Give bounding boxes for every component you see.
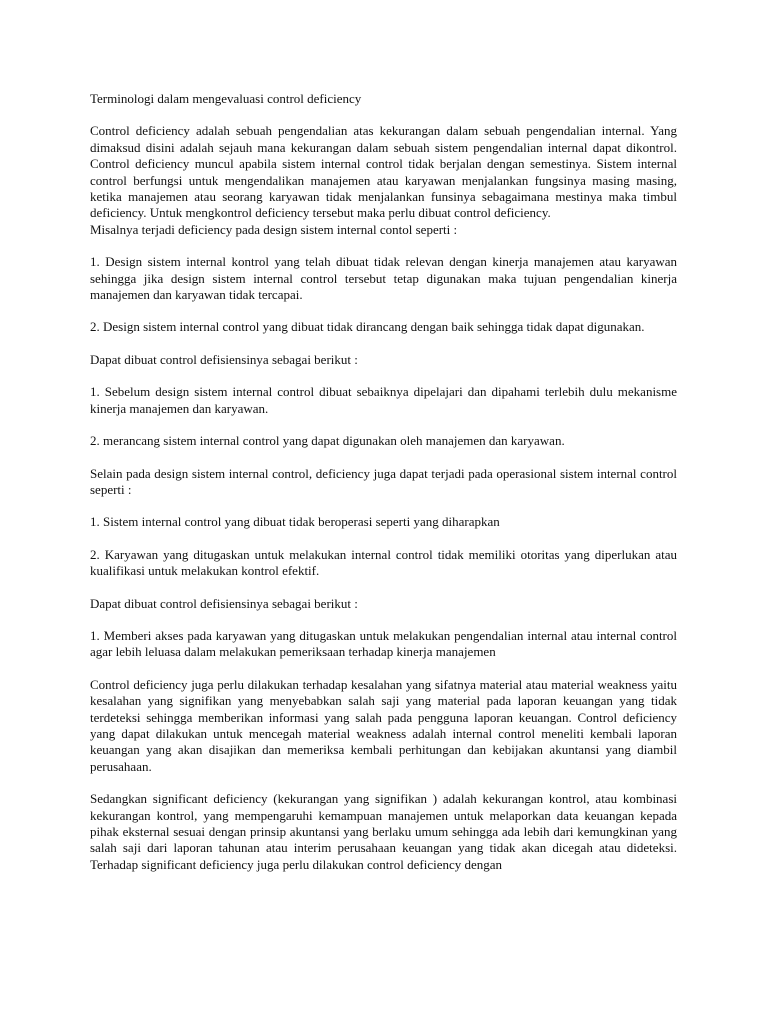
paragraph-significant-deficiency: Sedangkan significant deficiency (kekurangan yang signifikan ) adalah kekurangan kontrol, atau kombinasi kekurangan kontrol, yang mempengaruhi kemampuan manajemen untuk melaporkan data keuangan kepada pihak eksternal sesuai dengan prinsip akuntansi yang berlaku umum sehingga ada lebih dari kemungkinan yang salah saji dari laporan tahunan atau interim perusahaan keuangan yang tidak akan dicegah atau dideteksi. Terhadap significant deficiency juga perlu dilakukan control deficiency dengan: [90, 791, 677, 872]
paragraph-material-weakness: Control deficiency juga perlu dilakukan terhadap kesalahan yang sifatnya material atau material weakness yaitu kesalahan yang signifikan yang menyebabkan salah saji yang material pada laporan keuangan yang tidak terdeteksi sehingga memberikan informasi yang salah pada pengguna laporan keuangan. Control deficiency yang dapat dilakukan untuk mencegah material weakness adalah internal control meneliti kembali laporan keuangan yang akan disajikan dan memeriksa kembali perhitungan dan kebijakan akuntansi yang diambil perusahaan.: [90, 676, 677, 774]
paragraph-definition: Control deficiency adalah sebuah pengendalian atas kekurangan dalam sebuah pengendalian internal. Yang dimaksud disini adalah sejauh mana kekurangan dalam sebuah sistem pengendalian internal dapat dikontrol. Control deficiency muncul apabila sistem internal control tidak berjalan dengan semestinya. Sistem internal control berfungsi untuk mengendalikan manajemen atau karyawan menjalankan fungsinya masing masing, ketika manajemen atau seorang karyawan tidak menjalankan funsinya sebagaimana mestinya maka timbul deficiency. Untuk mengkontrol deficiency tersebut maka perlu dibuat control deficiency.: [90, 123, 677, 221]
paragraph-control-intro-2: Dapat dibuat control defisiensinya sebagai berikut :: [90, 595, 358, 611]
document-title: Terminologi dalam mengevaluasi control deficiency: [90, 91, 362, 106]
list-item-design-1: 1. Design sistem internal kontrol yang telah dibuat tidak relevan dengan kinerja manajemen atau karyawan sehingga jika design sistem internal control tersebut tetap digunakan maka tujuan pengendalian kinerja manajemen dan karyawan tidak tercapai.: [90, 254, 677, 303]
list-item-operational-2: 2. Karyawan yang ditugaskan untuk melakukan internal control tidak memiliki otoritas yang diperlukan atau kualifikasi untuk melakukan kontrol efektif.: [90, 546, 677, 579]
paragraph-control-intro-1: Dapat dibuat control defisiensinya sebagai berikut :: [90, 351, 358, 367]
paragraph-operational-intro: Selain pada design sistem internal control, deficiency juga dapat terjadi pada operasional sistem internal control seperti :: [90, 465, 677, 497]
paragraph-example-intro: Misalnya terjadi deficiency pada design sistem internal contol seperti :: [90, 221, 458, 237]
list-item-design-2: 2. Design sistem internal control yang dibuat tidak dirancang dengan baik sehingga tidak dapat digunakan.: [90, 319, 645, 335]
document-page: [90, 91, 677, 873]
list-item-access: 1. Memberi akses pada karyawan yang ditugaskan untuk melakukan pengendalian internal atau internal control agar lebih leluasa dalam melakukan pemeriksaan terhadap kinerja manajemen: [90, 627, 677, 660]
list-item-operational-1: 1. Sistem internal control yang dibuat tidak beroperasi seperti yang diharapkan: [90, 514, 500, 530]
list-item-control-2: 2. merancang sistem internal control yang dapat digunakan oleh manajemen dan karyawan.: [90, 433, 565, 449]
list-item-control-1: 1. Sebelum design sistem internal control dibuat sebaiknya dipelajari dan dipahami terlebih dulu mekanisme kinerja manajemen dan karyawan.: [90, 384, 677, 416]
